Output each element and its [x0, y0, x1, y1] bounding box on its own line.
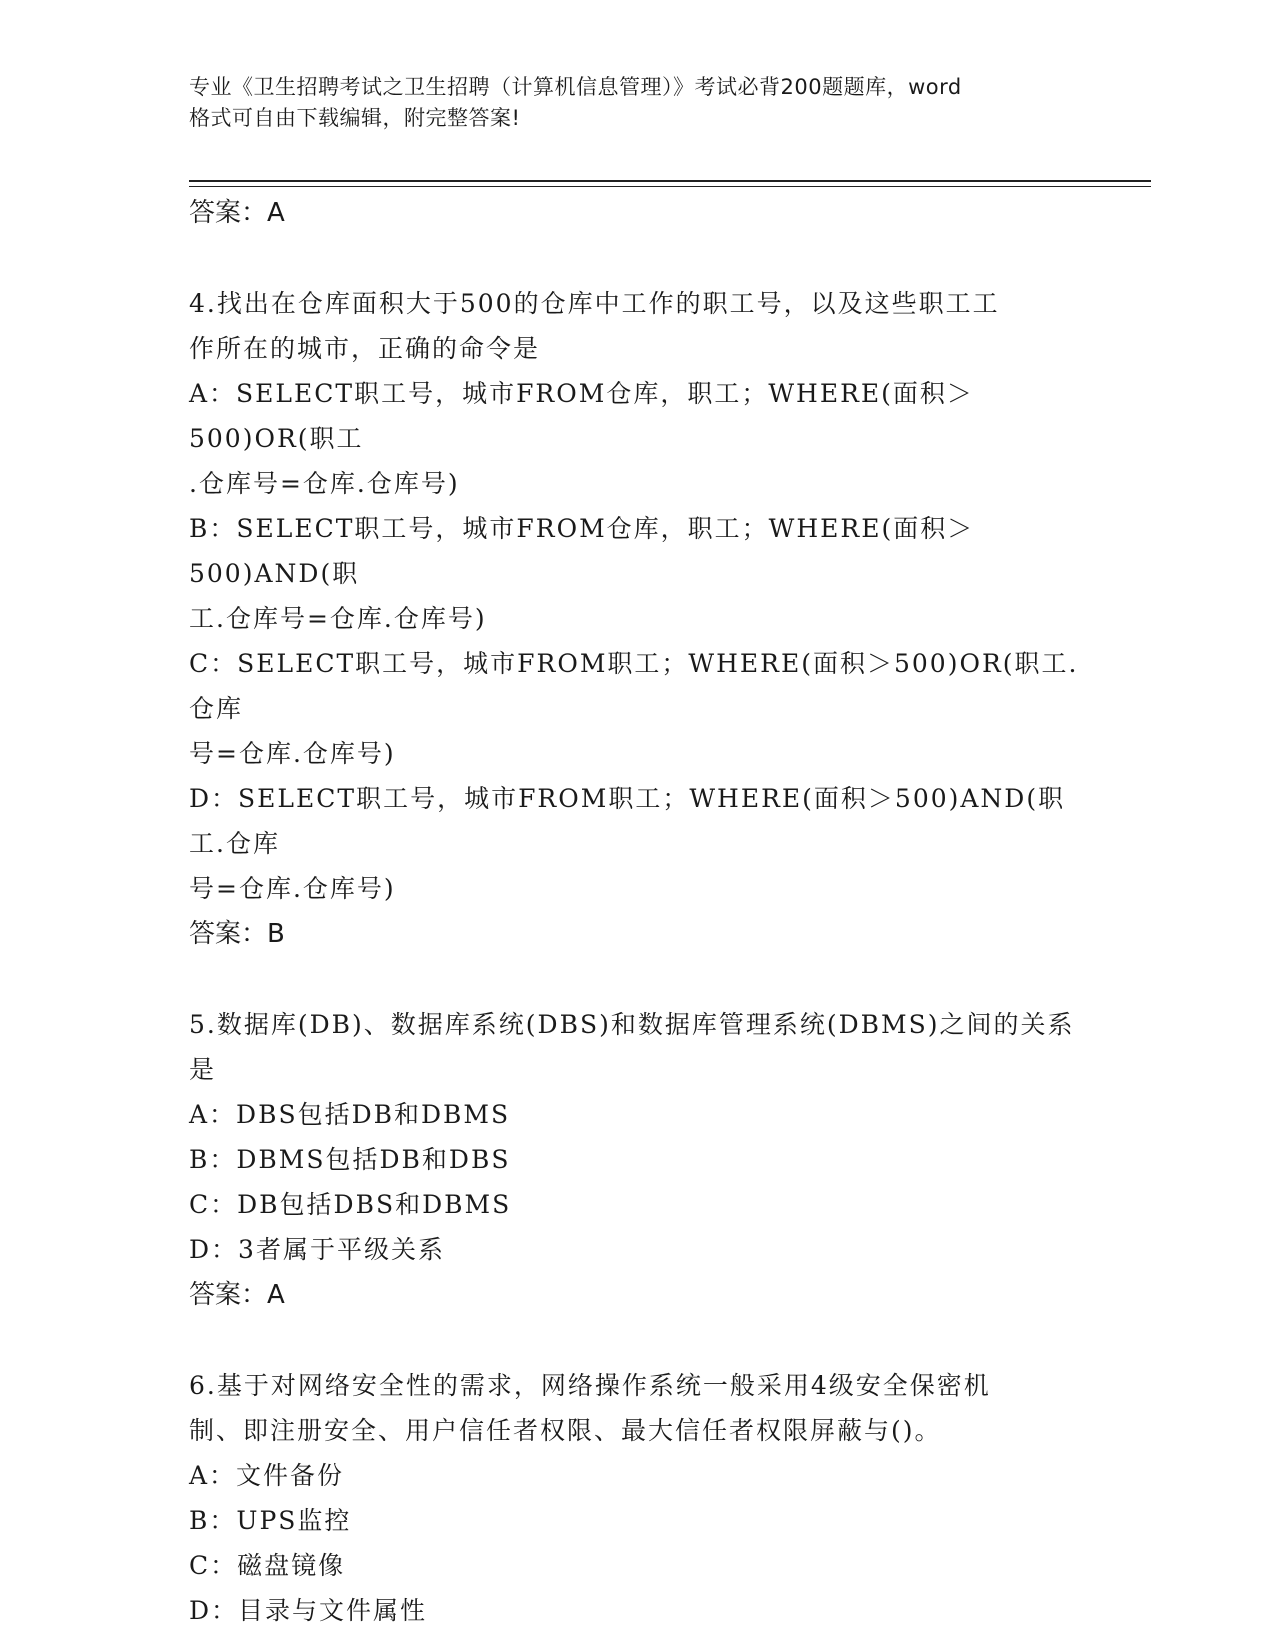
question-4 — [189, 281, 1089, 957]
option-b: B：UPS监控 — [189, 1506, 352, 1535]
answer-q4: 答案：B — [189, 919, 285, 949]
option-d: D：3者属于平级关系 — [189, 1235, 445, 1264]
option-c-cont: 号=仓库.仓库号) — [189, 739, 396, 768]
option-c: C：DB包括DBS和DBMS — [189, 1190, 512, 1219]
question-stem: 制、即注册安全、用户信任者权限、最大信任者权限屏蔽与()。 — [189, 1416, 942, 1445]
option-b: B：DBMS包括DB和DBS — [189, 1145, 511, 1174]
header-rule-thick — [189, 180, 1151, 182]
option-c: C：SELECT职工号，城市FROM职工；WHERE(面积＞500)OR(职工.仓库 — [189, 649, 1079, 723]
option-b-cont: 工.仓库号=仓库.仓库号) — [189, 604, 487, 633]
option-a-cont: .仓库号=仓库.仓库号) — [189, 469, 460, 498]
spacer — [189, 957, 1089, 1002]
question-stem: 5.数据库(DB)、数据库系统(DBS)和数据库管理系统(DBMS)之间的关系 — [189, 1010, 1075, 1039]
question-stem: 作所在的城市，正确的命令是 — [189, 334, 541, 363]
header-rule-thin — [189, 186, 1151, 187]
option-d: D：SELECT职工号，城市FROM职工；WHERE(面积＞500)AND(职工.仓库 — [189, 784, 1066, 858]
question-5 — [189, 1002, 1089, 1318]
document-header — [189, 72, 1089, 134]
header-line-2: 格式可自由下载编辑，附完整答案! — [189, 106, 521, 130]
option-c: C：磁盘镜像 — [189, 1551, 346, 1580]
option-a: A：DBS包括DB和DBMS — [189, 1100, 511, 1129]
header-line-1: 专业《卫生招聘考试之卫生招聘（计算机信息管理）》考试必背200题题库，word — [189, 75, 962, 99]
option-b: B：SELECT职工号，城市FROM仓库，职工；WHERE(面积＞500)AND(职 — [189, 514, 975, 588]
question-stem: 4.找出在仓库面积大于500的仓库中工作的职工号，以及这些职工工 — [189, 289, 1000, 318]
spacer — [189, 236, 1089, 281]
answer-q5: 答案：A — [189, 1280, 285, 1310]
option-a: A：文件备份 — [189, 1461, 345, 1490]
question-stem: 6.基于对网络安全性的需求，网络操作系统一般采用4级安全保密机 — [189, 1371, 991, 1400]
spacer — [189, 1318, 1089, 1363]
question-stem: 是 — [189, 1055, 217, 1084]
question-6 — [189, 1363, 1089, 1633]
answer-q3: 答案：A — [189, 198, 285, 228]
option-d-cont: 号=仓库.仓库号) — [189, 874, 396, 903]
option-a: A：SELECT职工号，城市FROM仓库，职工；WHERE(面积＞500)OR(职工 — [189, 379, 974, 453]
document-body — [189, 190, 1089, 1633]
option-d: D：目录与文件属性 — [189, 1596, 428, 1625]
